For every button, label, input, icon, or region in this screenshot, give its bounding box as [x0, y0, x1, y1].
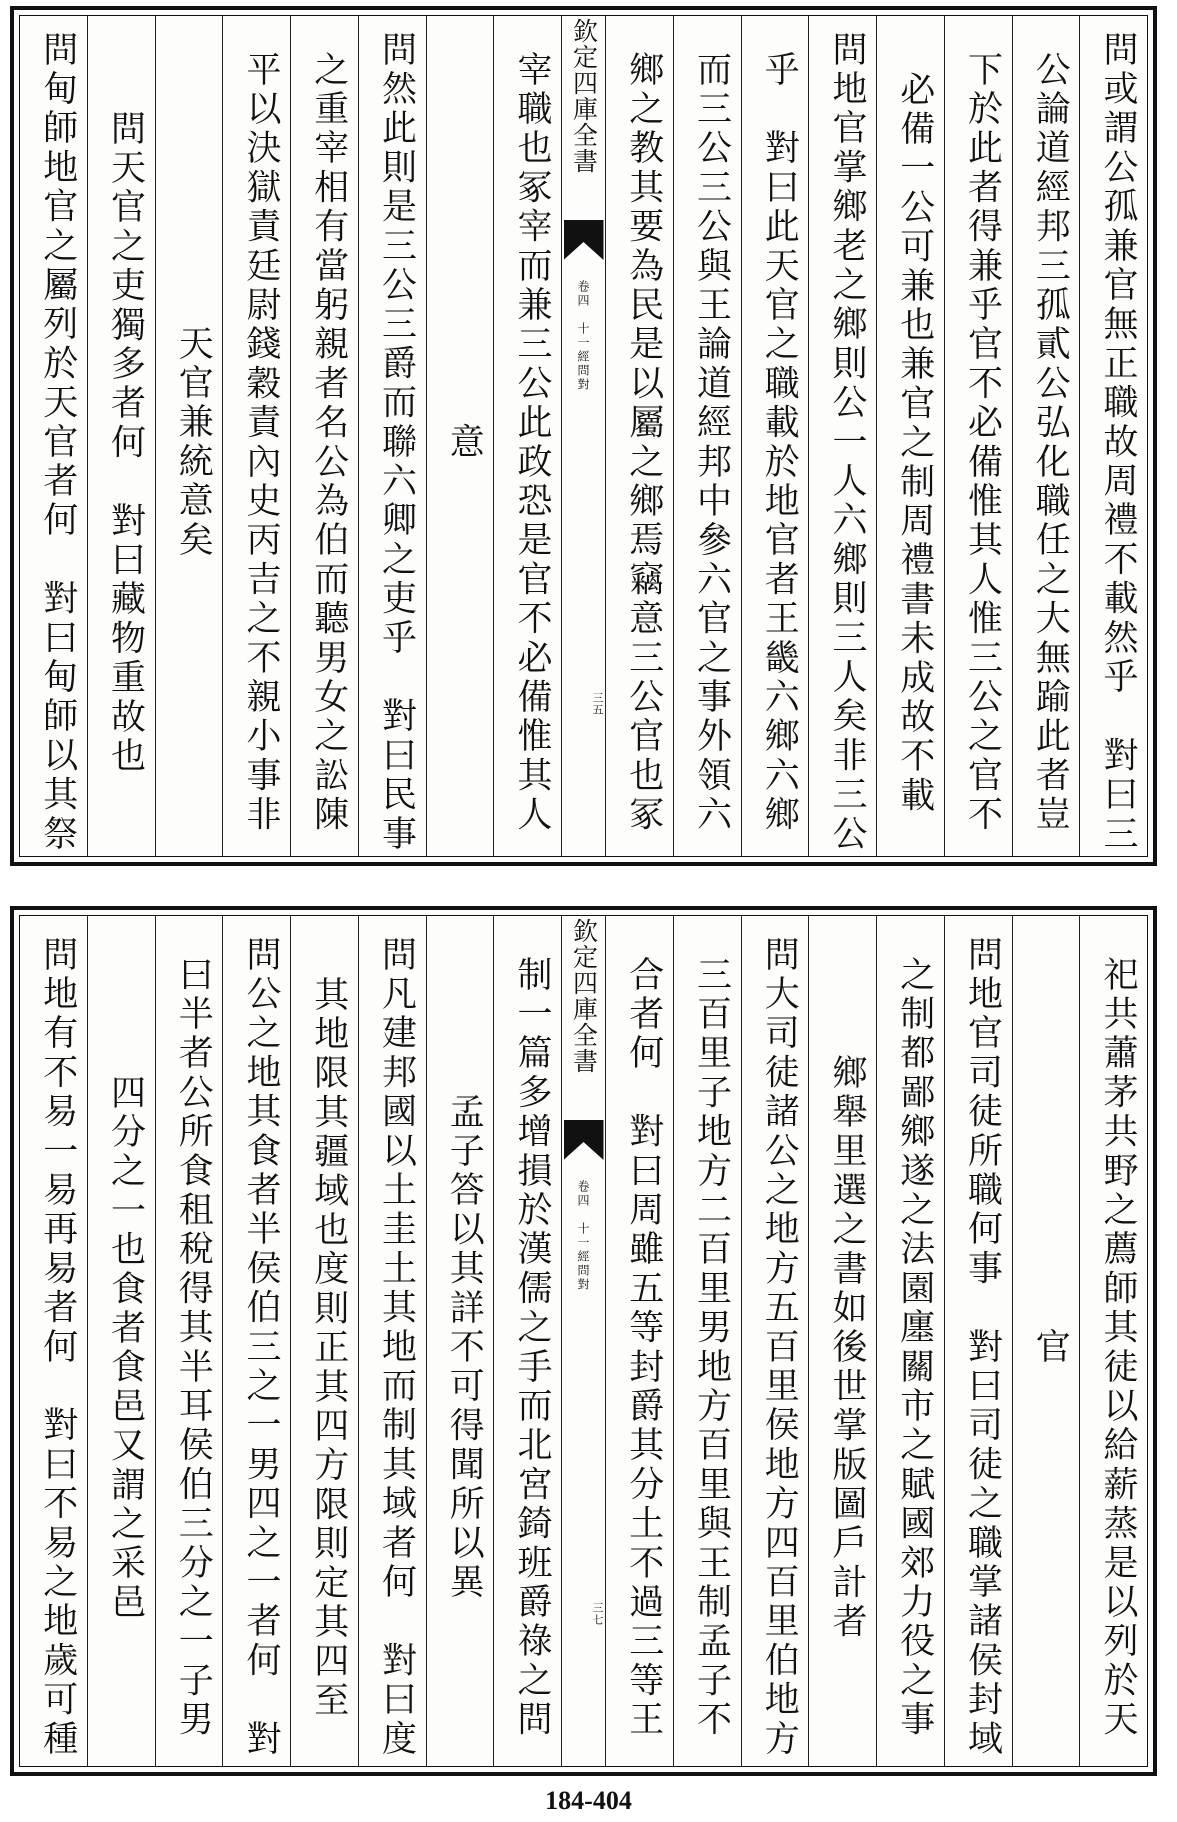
text-column: 鄉之教其要為民是以屬之鄉焉竊意三公官也冢 [605, 16, 673, 856]
text-column: 問地官司徒所職何事 對曰司徒之職掌諸侯封域 [944, 916, 1012, 1766]
center-fold-column [561, 916, 605, 1766]
text-column: 祀共蕭茅共野之薦師其徒以給薪蒸是以列於天 [1079, 916, 1147, 1766]
text-column: 其地限其疆域也度則正其四方限則定其四至 [290, 916, 358, 1766]
text-column: 之制都鄙鄉遂之法園廛關市之賦國郊力役之事 [876, 916, 944, 1766]
book-title: 欽定四庫全書 [569, 18, 599, 174]
text-column: 孟子答以其詳不可得聞所以異 [426, 916, 494, 1766]
text-column: 之重宰相有當躬親者名公為伯而聽男女之訟陳 [290, 16, 358, 856]
text-column: 問天官之吏獨多者何 對曰藏物重故也 [87, 16, 155, 856]
text-column: 宰職也冢宰而兼三公此政恐是官不必備惟其人 [493, 16, 561, 856]
text-column: 問公之地其食者半侯伯三之一男四之一者何 對 [222, 916, 290, 1766]
bottom-page-inner-border [19, 915, 1148, 1767]
text-column: 必備一公可兼也兼官之制周禮書未成故不載 [876, 16, 944, 856]
text-column: 四分之一也食者食邑又謂之采邑 [87, 916, 155, 1766]
text-column: 乎 對曰此天官之職載於地官者王畿六鄉六鄉 [741, 16, 809, 856]
text-column: 問然此則是三公三爵而聯六卿之吏乎 對曰民事 [358, 16, 426, 856]
chapter-label: 卷四 十一經問對 [576, 280, 590, 392]
book-title: 欽定四庫全書 [569, 918, 599, 1074]
fishtail-mark-icon [564, 220, 604, 260]
text-column: 而三公三公與王論道經邦中參六官之事外領六 [673, 16, 741, 856]
text-column: 天官兼統意矣 [155, 16, 223, 856]
text-column: 問地有不易一易再易者何 對曰不易之地歲可種 [37, 936, 78, 1760]
folio-number: 三五 [591, 692, 604, 716]
top-page-inner-border [19, 15, 1148, 857]
text-column: 三百里子地方二百里男地方百里與王制孟子不 [673, 916, 741, 1766]
text-column: 鄉舉里選之書如後世掌版圖戶計者 [808, 916, 876, 1766]
page-number: 184-404 [545, 1786, 632, 1815]
text-column: 問大司徒諸公之地方五百里侯地方四百里伯地方 [741, 916, 809, 1766]
text-column: 合者何 對曰周雖五等封爵其分土不過三等王 [605, 916, 673, 1766]
bottom-page-columns [20, 916, 1147, 1766]
bottom-page-frame [10, 906, 1157, 1776]
text-column: 平以決獄責廷尉錢穀責內史丙吉之不親小事非 [222, 16, 290, 856]
center-fold-column [561, 16, 605, 856]
text-column: 下於此者得兼乎官不必備惟其人惟三公之官不 [944, 16, 1012, 856]
text-column: 意 [426, 16, 494, 856]
folio-number: 三七 [591, 1602, 604, 1626]
chapter-label: 卷四 十一經問對 [576, 1180, 590, 1292]
text-column: 公論道經邦三孤貳公弘化職任之大無踰此者豈 [1012, 16, 1080, 856]
text-column: 問地官掌鄉老之鄉則公一人六鄉則三人矣非三公 [808, 16, 876, 856]
text-column: 問或謂公孤兼官無正職故周禮不載然乎 對曰三 [1079, 16, 1147, 856]
fishtail-mark-icon [564, 1120, 604, 1160]
text-column: 問甸師地官之屬列於天官者何 對曰甸師以其祭 [37, 31, 78, 855]
text-column: 曰半者公所食租稅得其半耳侯伯三分之一子男 [155, 916, 223, 1766]
text-column: 官 [1012, 916, 1080, 1766]
top-page-columns [20, 16, 1147, 856]
text-column: 問凡建邦國以土圭土其地而制其域者何 對曰度 [358, 916, 426, 1766]
top-page-frame [10, 6, 1157, 866]
text-column: 制一篇多增損於漢儒之手而北宮錡班爵祿之問 [493, 916, 561, 1766]
